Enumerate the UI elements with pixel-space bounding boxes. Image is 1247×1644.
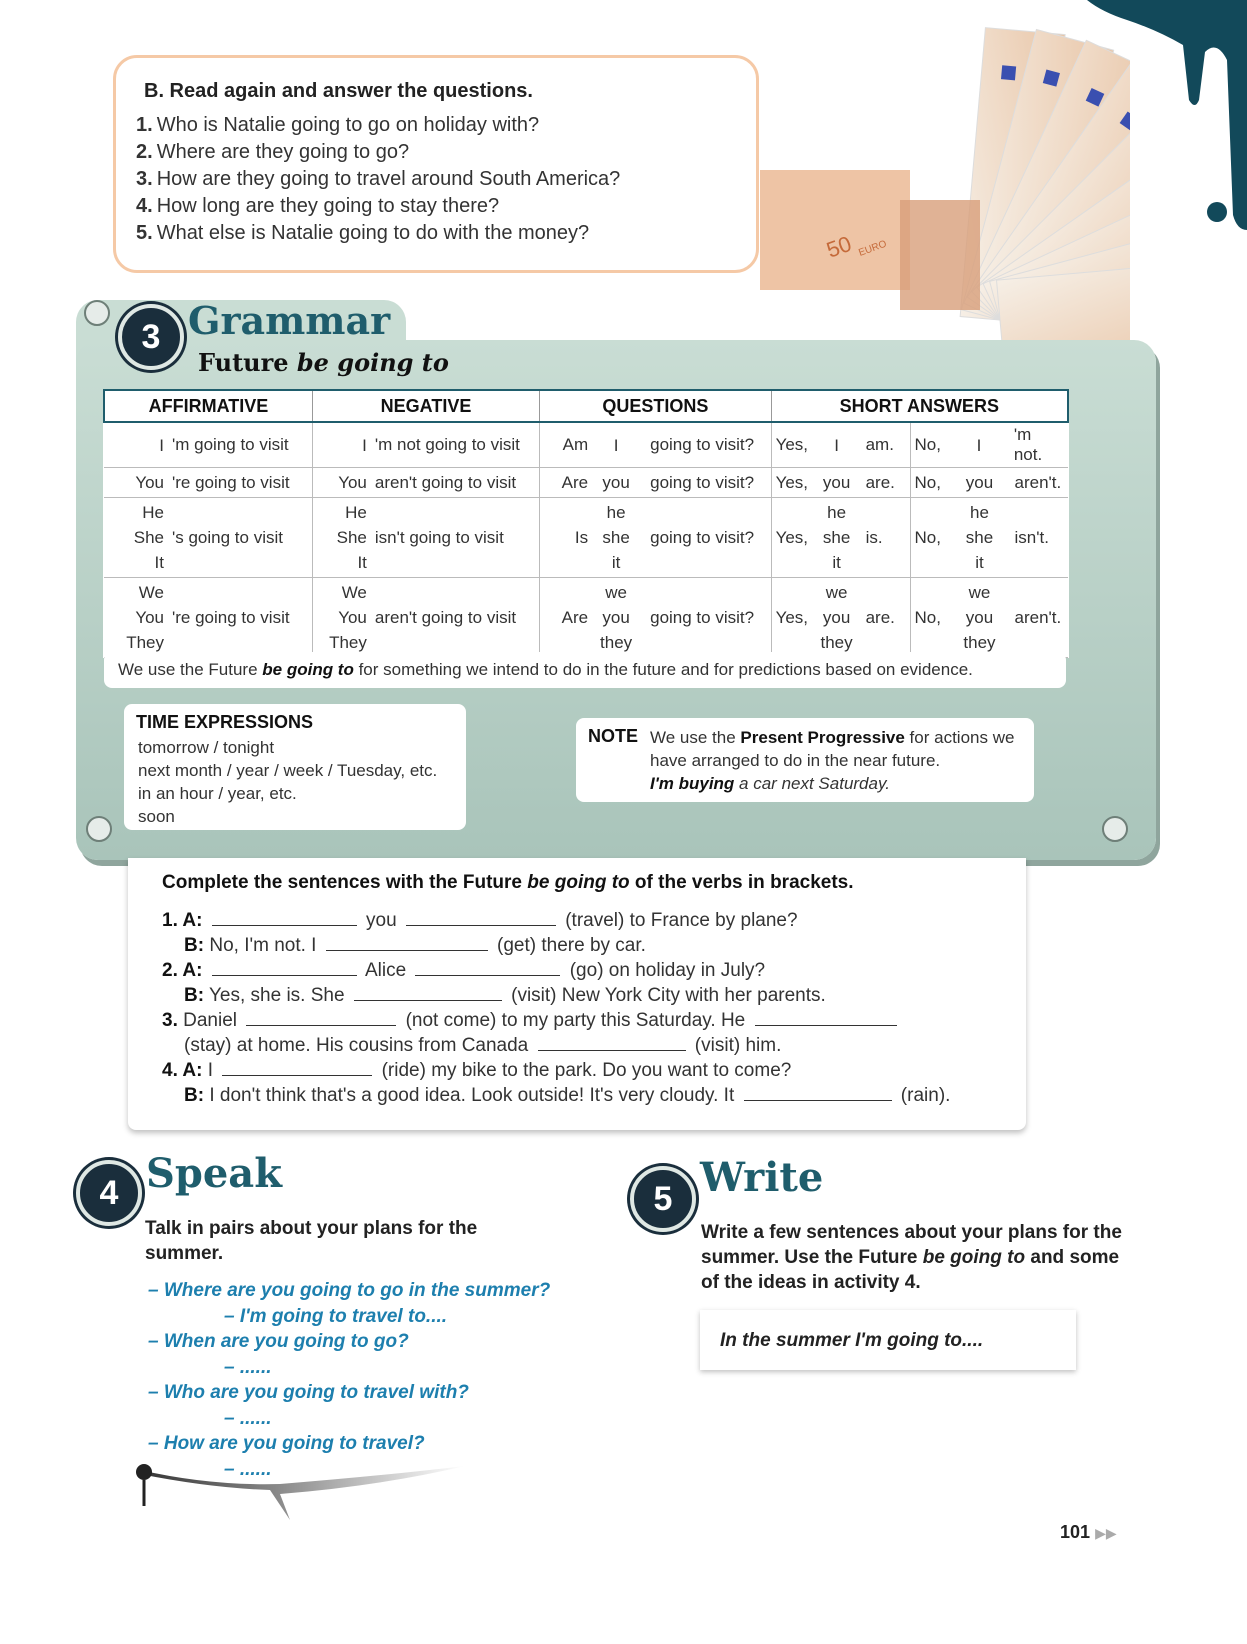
answer-word: No, — [914, 472, 941, 492]
answer-word: Yes, — [775, 472, 809, 492]
time-expression: next month / year / week / Tuesday, etc. — [138, 761, 438, 780]
answer-end: aren't. — [1014, 472, 1062, 492]
pronoun: she — [822, 528, 851, 547]
answer-end: am. — [865, 435, 894, 454]
grammar-subtitle: Future be going to — [198, 348, 449, 377]
exercise-line — [162, 958, 950, 983]
section-number-badge: 5 — [630, 1166, 696, 1232]
screw-icon — [84, 300, 110, 326]
question-item — [136, 166, 620, 193]
pronoun: he — [606, 503, 626, 522]
exercise-line — [162, 1083, 950, 1108]
exercise-box — [128, 858, 1026, 1130]
exercise-label: 3. — [162, 1010, 178, 1031]
grammar-table — [103, 389, 1069, 658]
section-number-badge: 3 — [118, 304, 184, 370]
pronoun-group — [823, 470, 850, 495]
pronoun-group — [834, 433, 839, 458]
pronoun: you — [965, 473, 994, 492]
affirmative-cell — [104, 468, 312, 498]
verb-form: going to visit? — [650, 435, 755, 454]
answer-blank[interactable] — [354, 983, 502, 1001]
answer-blank[interactable] — [538, 1033, 686, 1051]
exercise-text: (not come) to my party this Saturday. He — [400, 1010, 751, 1031]
note-label: NOTE — [588, 726, 639, 746]
pronoun-group — [338, 470, 367, 495]
dialogue-answer: – ...... — [224, 1407, 272, 1429]
question-item — [136, 139, 620, 166]
question-item — [136, 220, 620, 247]
answer-blank[interactable] — [755, 1008, 897, 1026]
page-number: 101 ▶▶ — [1060, 1522, 1117, 1542]
verb-form: going to visit? — [650, 607, 755, 627]
pronoun: you — [822, 608, 851, 627]
dialogue-answer: – ...... — [224, 1458, 272, 1480]
exercise-text: Daniel — [183, 1010, 243, 1031]
short-answer-no-cell — [910, 498, 1068, 578]
question-cell — [540, 498, 771, 578]
question-cell — [540, 578, 771, 658]
affirmative-cell — [104, 578, 312, 658]
answer-end: are. — [865, 472, 895, 492]
exercise-label: B: — [184, 935, 205, 956]
auxiliary: Are — [561, 607, 589, 627]
pronoun: You — [338, 473, 367, 492]
question-number: 4. — [136, 195, 153, 217]
grammar-title: Grammar — [188, 298, 391, 343]
table-row — [104, 422, 1068, 468]
pronoun-group — [602, 500, 629, 575]
banknote-value-label: 50 — [823, 230, 855, 263]
exercise-title: Complete the sentences with the Future be going to of the verbs in brackets. — [162, 872, 854, 893]
exercise-label: B: — [184, 985, 205, 1006]
answer-word: Yes, — [775, 435, 809, 454]
time-expressions-list — [138, 736, 437, 828]
verb-form: aren't going to visit — [374, 607, 517, 627]
pronoun: She — [336, 528, 367, 547]
negative-cell — [312, 468, 539, 498]
pronoun: It — [357, 553, 367, 572]
time-expressions-box — [124, 704, 466, 830]
pronoun: They — [126, 633, 164, 652]
table-row — [104, 468, 1068, 498]
header-negative: NEGATIVE — [312, 390, 539, 422]
header-affirmative: AFFIRMATIVE — [104, 390, 312, 422]
time-expression: tomorrow / tonight — [138, 738, 275, 757]
short-answer-yes-cell — [771, 422, 910, 468]
pronoun: it — [975, 553, 984, 572]
dialogue-question: – Where are you going to go in the summer? — [148, 1280, 551, 1301]
exercise-line — [162, 933, 950, 958]
note-box — [576, 718, 1034, 802]
question-list — [136, 112, 620, 247]
exercise-line — [162, 908, 950, 933]
question-item — [136, 112, 620, 139]
screw-icon — [86, 816, 112, 842]
short-answer-yes-cell — [771, 468, 910, 498]
pronoun-group — [337, 500, 367, 575]
affirmative-cell — [104, 422, 312, 468]
pronoun-group — [977, 433, 982, 458]
exercise-text: (stay) at home. His cousins from Canada — [184, 1035, 534, 1056]
pronoun-group — [821, 580, 853, 655]
pronoun: you — [822, 473, 851, 492]
exercise-text: (ride) my bike to the park. Do you want to come? — [376, 1060, 792, 1081]
header-short-answers: SHORT ANSWERS — [771, 390, 1068, 422]
answer-word: Yes, — [775, 527, 809, 547]
answer-end: is. — [865, 527, 883, 547]
pronoun: we — [605, 583, 627, 602]
question-text: How are they going to travel around South America? — [156, 168, 621, 190]
speech-bubble-decoration — [130, 1460, 470, 1530]
dialogue-answer: – ...... — [224, 1356, 272, 1378]
question-number: 1. — [136, 114, 153, 136]
answer-end: 'm not. — [1013, 425, 1043, 464]
pronoun-group — [135, 470, 164, 495]
speak-title: Speak — [146, 1150, 282, 1197]
question-number: 5. — [136, 222, 153, 244]
question-text: Who is Natalie going to go on holiday with? — [156, 114, 540, 136]
answer-blank[interactable] — [212, 908, 357, 926]
pronoun: She — [133, 528, 164, 547]
verb-form: isn't going to visit — [374, 527, 504, 547]
pronoun: you — [602, 473, 630, 492]
pronoun-group — [966, 500, 993, 575]
exercise-text: (go) on holiday in July? — [564, 960, 766, 981]
pronoun-group — [329, 580, 367, 655]
exercise-text: I don't think that's a good idea. Look outside! It's very cloudy. It — [209, 1085, 740, 1106]
pronoun-group — [602, 470, 629, 495]
question-text: What else is Natalie going to do with the money? — [156, 222, 590, 244]
pronoun: He — [345, 503, 367, 522]
verb-form: going to visit? — [650, 472, 755, 492]
pronoun: I — [159, 435, 164, 455]
negative-cell — [312, 578, 539, 658]
exercise-label: 4. A: — [162, 1060, 203, 1081]
header-questions: QUESTIONS — [540, 390, 771, 422]
exercise-text: (travel) to France by plane? — [559, 910, 798, 931]
pronoun: You — [135, 608, 164, 627]
answer-blank[interactable] — [212, 958, 357, 976]
section-number-badge: 4 — [76, 1160, 142, 1226]
answer-word: No, — [914, 527, 941, 547]
answer-blank[interactable] — [326, 933, 488, 951]
question-item — [136, 193, 620, 220]
next-arrows-icon: ▶▶ — [1095, 1525, 1117, 1541]
pronoun: she — [602, 528, 630, 547]
pronoun: You — [135, 473, 164, 492]
dialogue-question: – How are you going to travel? — [148, 1433, 425, 1454]
speak-instruction: Talk in pairs about your plans for the summer. — [145, 1218, 478, 1264]
note-text: We use the Present Progressive for actions we have arranged to do in the near future. I'm buying a car next Saturday. — [650, 728, 1015, 793]
answer-blank[interactable] — [744, 1083, 892, 1101]
exercise-text: No, I'm not. I — [209, 935, 322, 956]
write-starter-box — [700, 1310, 1076, 1370]
exercise-text: I — [207, 1060, 219, 1081]
pronoun-group — [614, 433, 619, 458]
answer-blank[interactable] — [415, 958, 560, 976]
auxiliary: Am — [562, 435, 589, 454]
pronoun-group — [963, 580, 995, 655]
time-expression: soon — [138, 807, 175, 826]
time-expression: in an hour / year, etc. — [138, 784, 297, 803]
answer-blank[interactable] — [406, 908, 556, 926]
pronoun-group — [600, 580, 632, 655]
pronoun: it — [832, 553, 841, 572]
verb-form: aren't going to visit — [374, 472, 517, 492]
pronoun: We — [138, 583, 164, 602]
pronoun: you — [965, 608, 994, 627]
verb-form: 'm not going to visit — [374, 435, 520, 454]
answer-word: No, — [914, 435, 941, 454]
screw-icon — [1102, 816, 1128, 842]
auxiliary: Are — [561, 472, 589, 492]
speak-dialogue — [148, 1278, 550, 1482]
question-cell — [540, 422, 771, 468]
pronoun: he — [827, 503, 847, 522]
pronoun: they — [600, 633, 633, 652]
pronoun: They — [329, 633, 367, 652]
pronoun: we — [825, 583, 848, 602]
short-answer-no-cell — [910, 468, 1068, 498]
pronoun: He — [142, 503, 164, 522]
pronoun: It — [154, 553, 164, 572]
usage-note: We use the Future be going to for something we intend to do in the future and for predictions based on evidence. — [104, 652, 1066, 688]
verb-form: 'm going to visit — [172, 435, 289, 454]
verb-form: 's going to visit — [172, 527, 283, 547]
pronoun: she — [965, 528, 994, 547]
verb-form: going to visit? — [650, 527, 755, 547]
pronoun: I — [613, 435, 619, 455]
exercise-line — [162, 1033, 950, 1058]
exercise-text: (visit) New York City with her parents. — [505, 985, 826, 1006]
exercise-label: B: — [184, 1085, 205, 1106]
exercise-label: 2. A: — [162, 960, 203, 981]
short-answer-yes-cell — [771, 498, 910, 578]
write-instruction: Write a few sentences about your plans for the summer. Use the Future be going to and some of the ideas in activity 4. — [701, 1222, 1122, 1293]
exercise-sentences — [162, 908, 950, 1108]
answer-word: Yes, — [775, 607, 809, 627]
pronoun: You — [338, 608, 367, 627]
section-b-title: B. Read again and answer the questions. — [144, 80, 533, 102]
negative-cell — [312, 498, 539, 578]
short-answer-no-cell — [910, 422, 1068, 468]
exercise-text: Alice — [360, 960, 412, 981]
pronoun: I — [976, 435, 982, 455]
write-starter-text: In the summer I'm going to.... — [720, 1330, 984, 1351]
verb-form: 're going to visit — [172, 472, 290, 492]
pronoun: he — [970, 503, 989, 522]
time-expressions-title: TIME EXPRESSIONS — [136, 712, 314, 732]
write-title: Write — [700, 1154, 824, 1201]
pronoun: they — [820, 633, 853, 652]
dialogue-question: – Who are you going to travel with? — [148, 1382, 469, 1403]
pronoun: I — [362, 435, 367, 455]
exercise-text: (visit) him. — [689, 1035, 782, 1056]
answer-word: No, — [914, 607, 941, 627]
table-row — [104, 578, 1068, 658]
short-answer-yes-cell — [771, 578, 910, 658]
auxiliary: Is — [574, 527, 589, 547]
euro-banknotes-image — [700, 20, 1130, 340]
banknote-currency-label: EURO — [857, 238, 889, 259]
table-row — [104, 498, 1068, 578]
exercise-text: Yes, she is. She — [209, 985, 350, 1006]
question-text: Where are they going to go? — [156, 141, 410, 163]
question-text: How long are they going to stay there? — [156, 195, 500, 217]
negative-cell — [312, 422, 539, 468]
exercise-text: (rain). — [895, 1085, 951, 1106]
short-answer-no-cell — [910, 578, 1068, 658]
dialogue-question: – When are you going to go? — [148, 1331, 409, 1352]
answer-end: isn't. — [1014, 527, 1049, 547]
pronoun: I — [834, 435, 839, 455]
reading-questions-box — [113, 55, 759, 273]
verb-form: 're going to visit — [172, 607, 290, 627]
answer-end: are. — [865, 607, 895, 627]
pronoun-group — [126, 580, 164, 655]
exercise-text: (get) there by car. — [491, 935, 646, 956]
answer-end: aren't. — [1014, 607, 1062, 627]
pronoun-group — [134, 500, 164, 575]
exercise-text: you — [360, 910, 402, 931]
affirmative-cell — [104, 498, 312, 578]
question-number: 2. — [136, 141, 153, 163]
question-number: 3. — [136, 168, 153, 190]
exercise-line — [162, 983, 950, 1008]
pronoun: they — [963, 633, 996, 652]
answer-blank[interactable] — [246, 1008, 396, 1026]
exercise-label: 1. A: — [162, 910, 203, 931]
answer-blank[interactable] — [222, 1058, 372, 1076]
pronoun: we — [968, 583, 991, 602]
question-cell — [540, 468, 771, 498]
exercise-line — [162, 1008, 950, 1033]
pronoun: We — [341, 583, 367, 602]
exercise-line — [162, 1058, 950, 1083]
pronoun-group — [966, 470, 993, 495]
pronoun: it — [611, 553, 621, 572]
pronoun: you — [602, 608, 630, 627]
pronoun-group — [823, 500, 850, 575]
dialogue-answer: – I'm going to travel to.... — [224, 1305, 448, 1327]
